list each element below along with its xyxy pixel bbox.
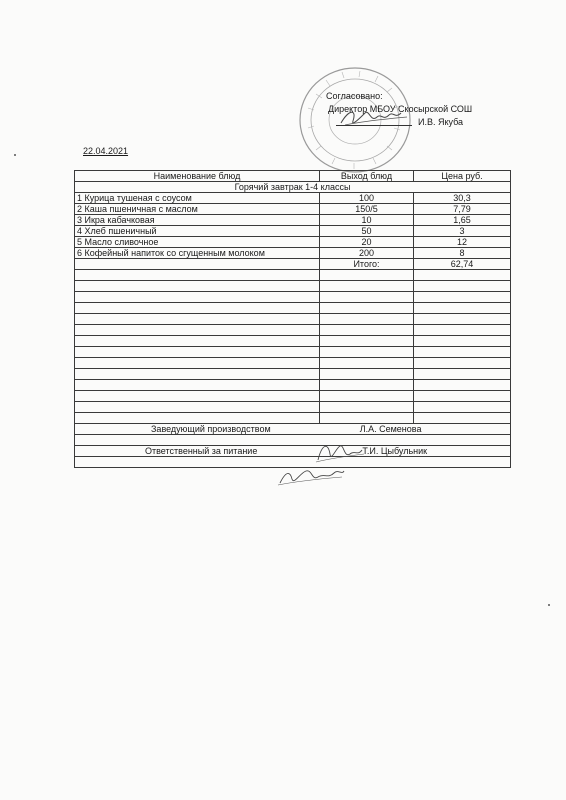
dish-yield: 10 xyxy=(320,215,414,226)
empty-row xyxy=(75,303,511,314)
total-label: Итого: xyxy=(320,259,414,270)
table-row xyxy=(75,237,511,248)
dish-name: 1 Курица тушеная с соусом xyxy=(75,193,320,204)
empty-row xyxy=(75,281,511,292)
dish-name: 4 Хлеб пшеничный xyxy=(75,226,320,237)
dish-price: 3 xyxy=(414,226,511,237)
table-row xyxy=(75,215,511,226)
production-manager-name: Л.А. Семенова xyxy=(359,424,422,434)
header-yield: Выход блюд xyxy=(320,171,414,182)
catering-responsible-name: Т.И. Цыбульник xyxy=(362,446,428,456)
table-row xyxy=(75,193,511,204)
dish-price: 7,79 xyxy=(414,204,511,215)
approval-title: Согласовано: xyxy=(326,91,383,101)
empty-row xyxy=(75,402,511,413)
dish-name: 5 Масло сливочное xyxy=(75,237,320,248)
empty-row xyxy=(75,347,511,358)
empty-row xyxy=(75,270,511,281)
approval-director-name: И.В. Якуба xyxy=(418,117,464,127)
total-value: 62,74 xyxy=(414,259,511,270)
total-row xyxy=(75,259,511,270)
dish-price: 1,65 xyxy=(414,215,511,226)
approval-director: Директор МБОУ Скосырской СОШ xyxy=(328,104,473,114)
production-manager-label: Заведующий производством xyxy=(151,424,271,434)
table-row xyxy=(75,204,511,215)
signature-row-production xyxy=(75,424,511,435)
dish-yield: 50 xyxy=(320,226,414,237)
dish-yield: 150/5 xyxy=(320,204,414,215)
dish-yield: 100 xyxy=(320,193,414,204)
section-title: Горячий завтрак 1-4 классы xyxy=(75,182,511,193)
dish-name: 6 Кофейный напиток со сгущенным молоком xyxy=(75,248,320,259)
dish-price: 12 xyxy=(414,237,511,248)
table-header-row xyxy=(75,171,511,182)
empty-row xyxy=(75,369,511,380)
total-empty-cell xyxy=(75,259,320,270)
section-row xyxy=(75,182,511,193)
approval-block xyxy=(326,90,472,129)
empty-row xyxy=(75,292,511,303)
production-manager-signature xyxy=(312,440,368,466)
empty-row xyxy=(75,336,511,347)
menu-table xyxy=(74,170,511,468)
scan-speck xyxy=(14,154,16,156)
empty-row xyxy=(75,380,511,391)
document-date: 22.04.2021 xyxy=(83,146,129,156)
dish-name: 3 Икра кабачковая xyxy=(75,215,320,226)
header-price: Цена руб. xyxy=(414,171,511,182)
empty-row xyxy=(75,358,511,369)
empty-row xyxy=(75,314,511,325)
catering-responsible-signature xyxy=(272,465,348,491)
empty-row xyxy=(75,391,511,402)
empty-row xyxy=(75,413,511,424)
catering-responsible-label: Ответственный за питание xyxy=(145,446,258,456)
header-dish-name: Наименование блюд xyxy=(75,171,320,182)
table-row xyxy=(75,226,511,237)
empty-row xyxy=(75,325,511,336)
empty-row xyxy=(75,435,511,446)
dish-price: 8 xyxy=(414,248,511,259)
dish-yield: 200 xyxy=(320,248,414,259)
dish-price: 30,3 xyxy=(414,193,511,204)
table-row xyxy=(75,248,511,259)
dish-name: 2 Каша пшеничная с маслом xyxy=(75,204,320,215)
director-signature-line xyxy=(336,125,412,126)
scan-speck xyxy=(548,604,550,606)
dish-yield: 20 xyxy=(320,237,414,248)
signature-row-catering xyxy=(75,446,511,457)
